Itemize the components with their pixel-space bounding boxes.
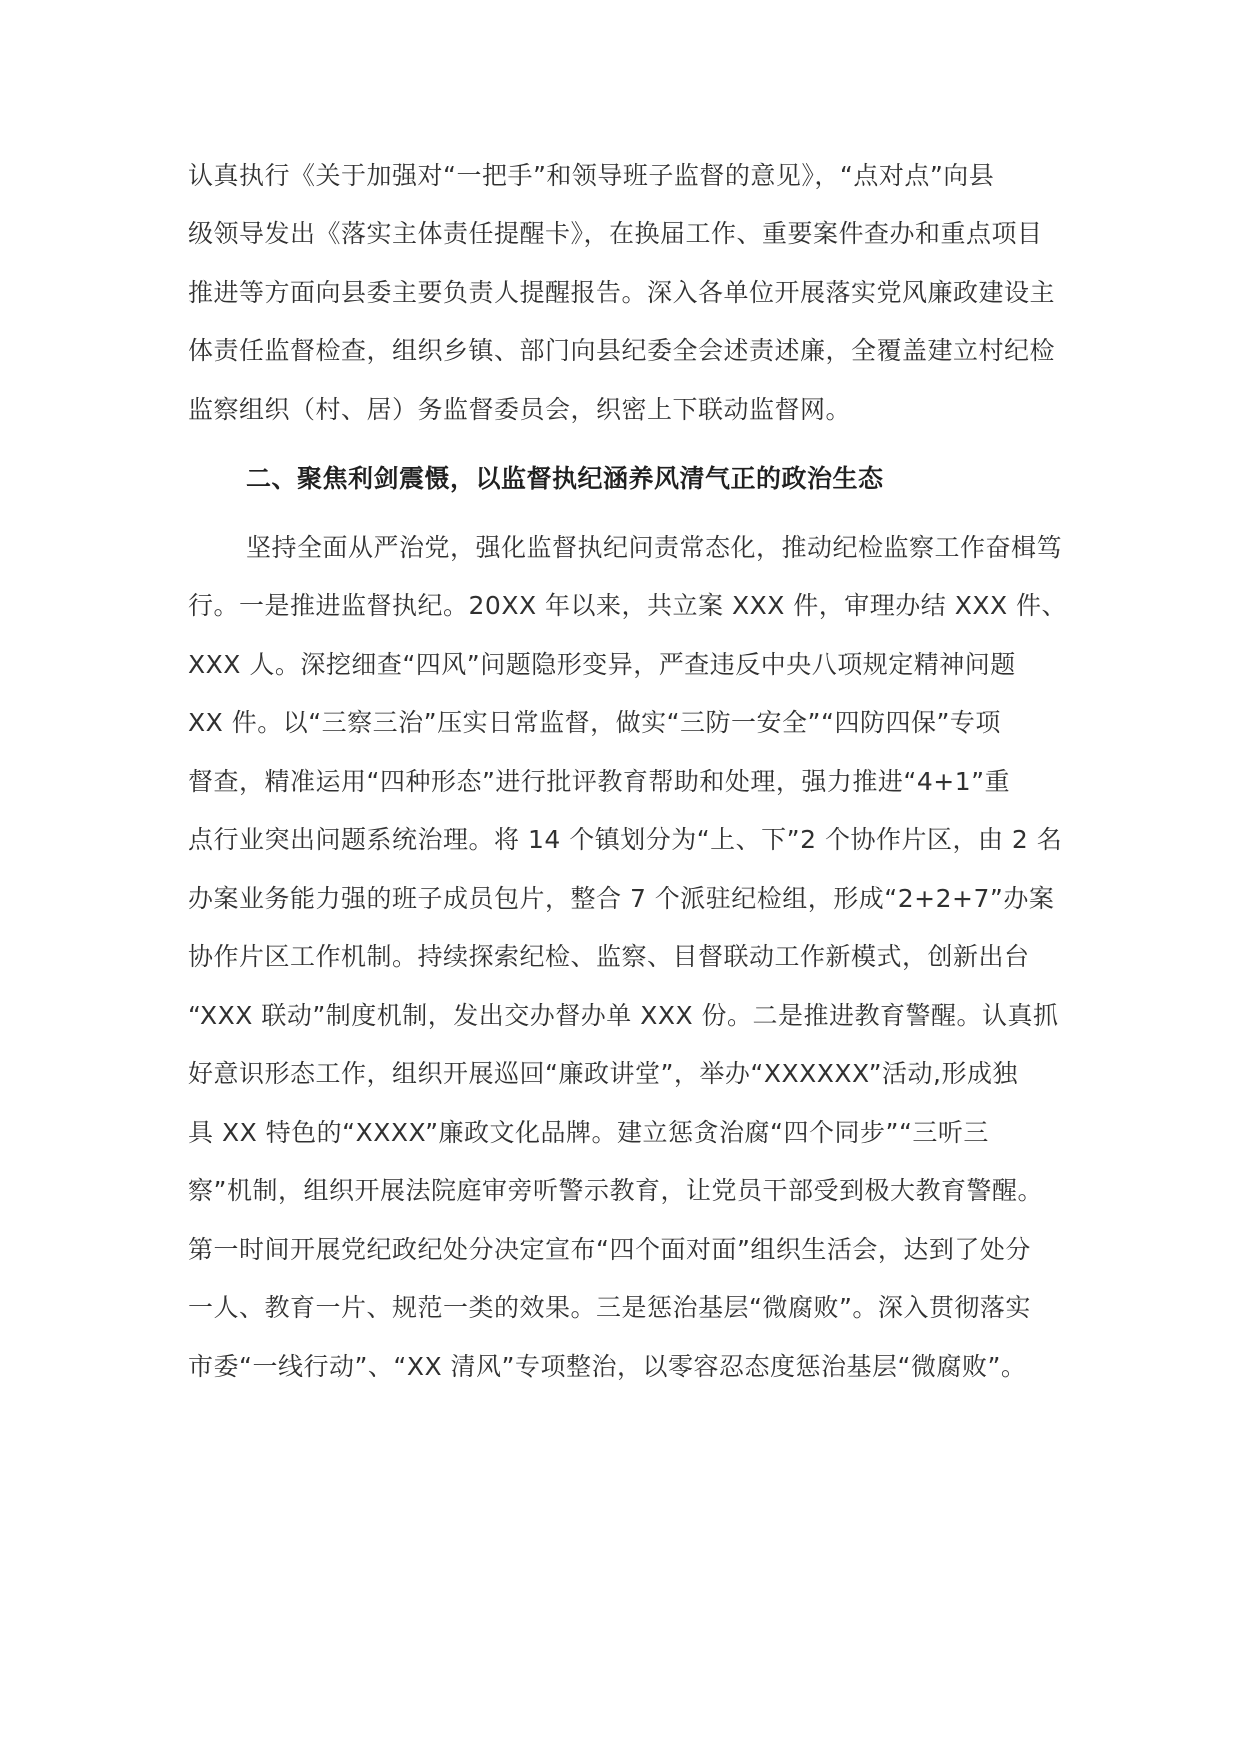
paragraph-line: 级领导发出《落实主体责任提醒卡》，在换届工作、重要案件查办和重点项目 bbox=[188, 219, 1043, 248]
paragraph-line: 点行业突出问题系统治理。将 14 个镇划分为“上、下”2 个协作片区，由 2 名 bbox=[188, 825, 1063, 854]
paragraph-line: 好意识形态工作，组织开展巡回“廉政讲堂”，举办“XXXXXX”活动,形成独 bbox=[188, 1059, 1019, 1088]
paragraph-line: XXX 人。深挖细查“四风”问题隐形变异，严查违反中央八项规定精神问题 bbox=[188, 650, 1016, 679]
paragraph-line: 察”机制，组织开展法院庭审旁听警示教育，让党员干部受到极大教育警醒。 bbox=[188, 1176, 1043, 1205]
paragraph-line: 市委“一线行动”、“XX 清风”专项整治，以零容忍态度惩治基层“微腐败”。 bbox=[188, 1352, 1027, 1381]
paragraph-line: 监察组织（村、居）务监督委员会，织密上下联动监督网。 bbox=[188, 395, 852, 424]
section-heading: 二、聚焦利剑震慑，以监督执纪涵养风清气正的政治生态 bbox=[246, 464, 884, 493]
paragraph-line: 行。一是推进监督执纪。20XX 年以来，共立案 XXX 件，审理办结 XXX 件、 bbox=[188, 591, 1068, 620]
paragraph-line: 具 XX 特色的“XXXX”廉政文化品牌。建立惩贪治腐“四个同步”“三听三 bbox=[188, 1118, 989, 1147]
paragraph-line: 协作片区工作机制。持续探索纪检、监察、目督联动工作新模式，创新出台 bbox=[188, 942, 1030, 971]
paragraph-line: XX 件。以“三察三治”压实日常监督，做实“三防一安全”“四防四保”专项 bbox=[188, 708, 1001, 737]
paragraph-line: 一人、教育一片、规范一类的效果。三是惩治基层“微腐败”。深入贯彻落实 bbox=[188, 1293, 1031, 1322]
paragraph-line: 认真执行《关于加强对“一把手”和领导班子监督的意见》，“点对点”向县 bbox=[188, 161, 995, 190]
paragraph-line: 体责任监督检查，组织乡镇、部门向县纪委全会述责述廉，全覆盖建立村纪检 bbox=[188, 336, 1056, 365]
paragraph-line: 督查，精准运用“四种形态”进行批评教育帮助和处理，强力推进“4+1”重 bbox=[188, 767, 1011, 796]
paragraph-line: 第一时间开展党纪政纪处分决定宣布“四个面对面”组织生活会，达到了处分 bbox=[188, 1235, 1031, 1264]
paragraph-line: 办案业务能力强的班子成员包片，整合 7 个派驻纪检组，形成“2+2+7”办案 bbox=[188, 884, 1055, 913]
paragraph-line: 坚持全面从严治党，强化监督执纪问责常态化，推动纪检监察工作奋楫笃 bbox=[246, 533, 1063, 562]
paragraph-line: 推进等方面向县委主要负责人提醒报告。深入各单位开展落实党风廉政建设主 bbox=[188, 278, 1056, 307]
paragraph-line: “XXX 联动”制度机制，发出交办督办单 XXX 份。二是推进教育警醒。认真抓 bbox=[188, 1001, 1059, 1030]
